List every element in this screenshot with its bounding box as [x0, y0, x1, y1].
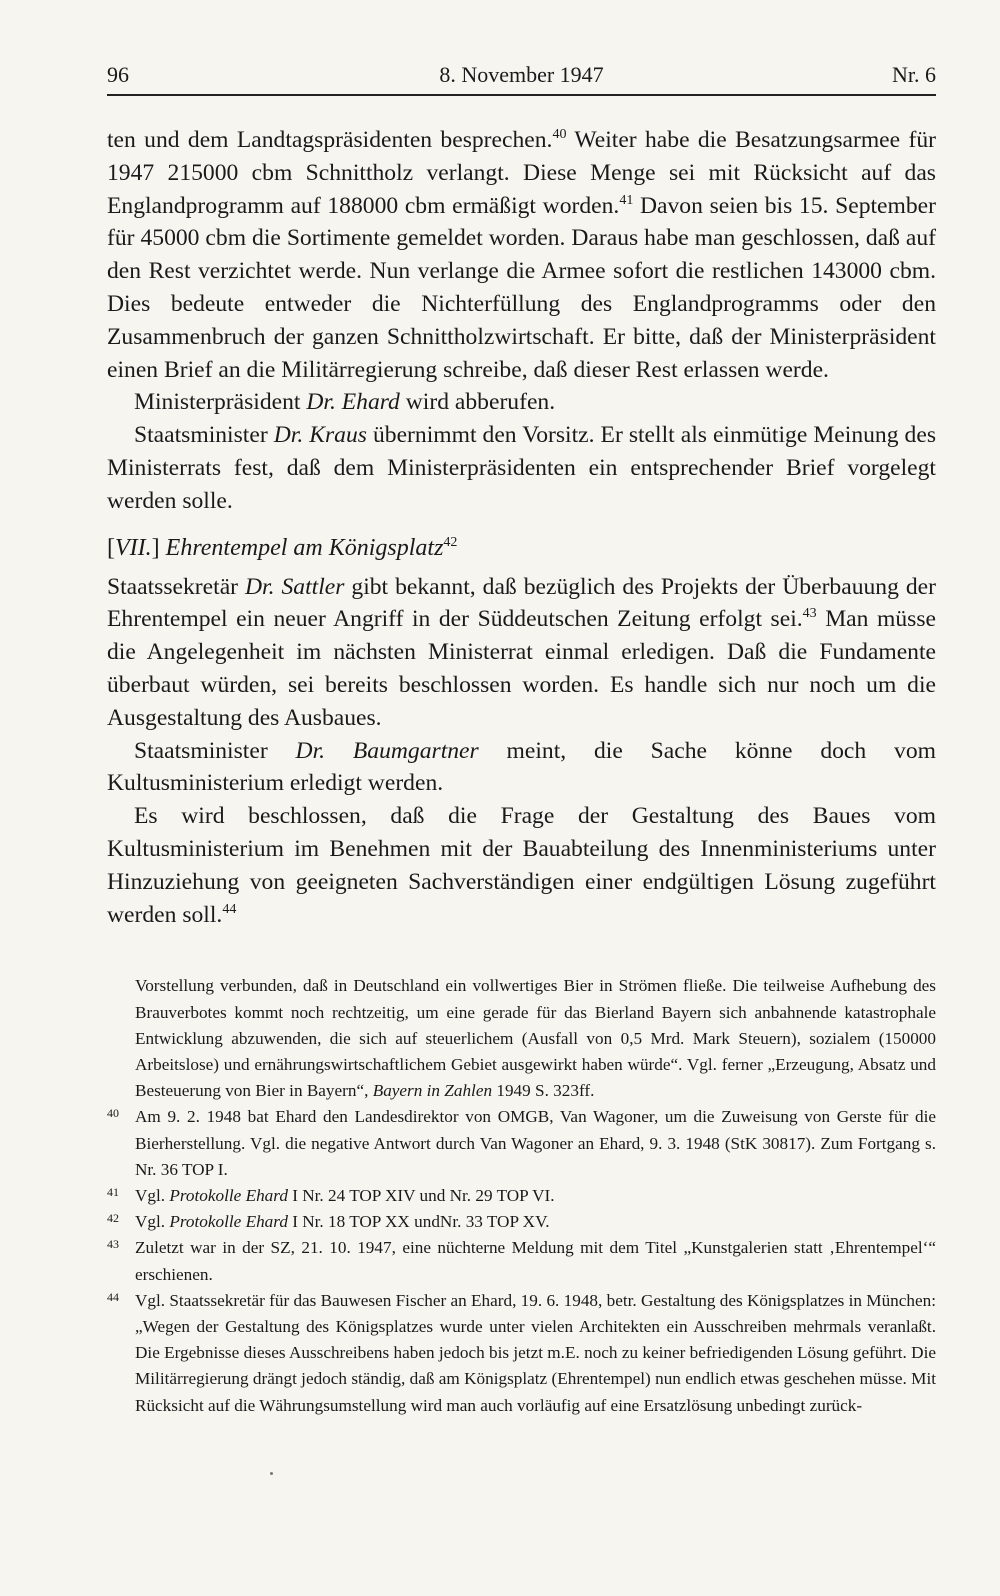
text-run: Staatsminister: [134, 422, 274, 449]
footnote-number: 43: [107, 1237, 119, 1252]
footnote-text: [135, 1209, 936, 1235]
person-name: Dr. Ehard: [306, 389, 400, 416]
footnote-43: [107, 1235, 936, 1287]
footnote-ref: 42: [443, 534, 458, 550]
footnote-number: 42: [107, 1211, 119, 1226]
text-run: Weiter habe die Besatzungsarmee für 1947 215000 cbm Schnittholz verlangt. Diese Menge sei mit Rücksicht auf das Englandprogramm auf 188000 cbm ermäßigt worden.: [107, 127, 936, 219]
person-name: Dr. Kraus: [273, 422, 367, 449]
text-run: gibt bekannt, daß bezüglich des Projekts der Überbauung der Ehrentempel ein neuer Angriff in der Süddeutschen Zeitung erfolgt sei.: [107, 573, 936, 633]
paragraph: [107, 386, 936, 419]
footnote-40: [107, 1104, 936, 1183]
text-run: meint, die Sache könne doch vom Kultusministerium erledigt werden.: [107, 737, 936, 797]
footnote-44: [107, 1288, 936, 1419]
header-date: 8. November 1947: [439, 62, 604, 87]
main-text: [107, 124, 936, 931]
footnote-number: 40: [107, 1106, 119, 1121]
footnote-42: [107, 1209, 936, 1235]
footnote-text: Vgl. Staatssekretär für das Bauwesen Fischer an Ehard, 19. 6. 1948, betr. Gestaltung des Königsplatzes in München: „Wegen der Gestaltung des Königsplatzes wurde unter vielen Architekten ein Ausschreiben mehrmals veranlaßt. Die Ergebnisse dieses Ausschreibens haben jedoch bis jetzt m.E. noch zu keiner befriedigenden Lösung geführt. Die Militärregierung drängt jedoch ständig, daß am Königsplatz (Ehrentempel) nun endlich etwas geschehen müsse. Mit Rücksicht auf die Währungsumstellung wird man auch vorläufig auf eine Ersatzlösung unbedingt zurück-: [135, 1290, 936, 1415]
section-title: Ehrentempel am Königsplatz: [165, 534, 444, 561]
text-run: Man müsse die Angelegenheit im nächsten Ministerrat einmal erledigen. Daß die Fundamente überbaut würden, sei bereits beschlossen worden. Es handle sich nur noch um die Ausgestaltung des Ausbaues.: [107, 606, 936, 731]
text-run: Davon seien bis 15. September für 45000 cbm die Sortimente gemeldet worden. Daraus habe man geschlossen, daß auf den Rest verzichtet werde. Nun verlange die Armee sofort die restlichen 143000 cbm. Dies bedeute entweder die Nichterfüllung des Englandprogramms oder den Zusammenbruch der ganzen Schnittholzwirtschaft. Er bitte, daß der Ministerpräsident einen Brief an die Militärregierung schreibe, daß dieser Rest erlassen werde.: [107, 192, 936, 383]
publication-title: Protokolle Ehard: [169, 1185, 288, 1205]
footnote-number: 44: [107, 1289, 119, 1304]
paper-speck: [270, 1472, 273, 1475]
footnote-text: Zuletzt war in der SZ, 21. 10. 1947, eine nüchterne Meldung mit dem Titel „Kunstgalerien statt ‚Ehrentempel‘“ erschienen.: [135, 1238, 936, 1284]
text-run: Vgl.: [135, 1212, 170, 1232]
footnote-ref: 43: [802, 606, 817, 622]
footnote-ref: 44: [222, 901, 237, 917]
section-heading: [107, 532, 936, 565]
running-header: [107, 60, 936, 96]
paragraph: [107, 124, 936, 386]
text-run: I Nr. 18 TOP XX undNr. 33 TOP XV.: [287, 1212, 550, 1232]
text-run: Ministerpräsident: [134, 389, 307, 416]
footnote-text: Am 9. 2. 1948 bat Ehard den Landesdirektor von OMGB, Van Wagoner, um die Zuweisung von Gerste für die Bierherstellung. Vgl. die negative Antwort durch Van Wagoner an Ehard, 9. 3. 1948 (StK 30817). Zum Fortgang s. Nr. 36 TOP I.: [135, 1107, 936, 1179]
bracket: ]: [151, 534, 166, 561]
text-run: Staatssekretär: [107, 573, 246, 600]
publication-title: Bayern in Zahlen: [372, 1081, 493, 1101]
document-number: Nr. 6: [892, 62, 936, 87]
text-run: Staatsminister: [134, 737, 296, 764]
text-run: 1949 S. 323ff.: [492, 1081, 595, 1101]
text-run: I Nr. 24 TOP XIV und Nr. 29 TOP VI.: [287, 1185, 555, 1205]
text-run: Es wird beschlossen, daß die Frage der Gestaltung des Baues vom Kultusministerium im Benehmen mit der Bauabteilung des Innenministeriums unter Hinzuziehung von geeigneten Sachverständigen einer endgültigen Lösung zugeführt werden soll.: [107, 803, 936, 928]
person-name: Dr. Sattler: [245, 573, 345, 600]
paragraph: [107, 571, 936, 735]
text-run: ten und dem Landtagspräsidenten besprechen.: [107, 127, 553, 153]
footnote-ref: 40: [552, 127, 567, 142]
footnote-41: [107, 1183, 936, 1209]
person-name: Dr. Baumgartner: [295, 737, 479, 764]
text-run: übernimmt den Vorsitz. Er stellt als einmütige Meinung des Ministerrats fest, daß dem Ministerpräsidenten ein entsprechender Brief vorgelegt werden solle.: [107, 422, 936, 514]
page-number: 96: [107, 62, 129, 87]
section-number: VII.: [115, 534, 152, 561]
text-run: Vgl.: [135, 1185, 170, 1205]
publication-title: Protokolle Ehard: [169, 1212, 288, 1232]
bracket: [: [107, 534, 115, 561]
paragraph: [107, 419, 936, 517]
paragraph: [107, 800, 936, 931]
footnotes: [107, 973, 936, 1418]
paragraph: [107, 735, 936, 801]
footnote-text: [135, 1183, 936, 1209]
text-run: Vorstellung verbunden, daß in Deutschland ein vollwertiges Bier in Strömen fließe. Die teilweise Aufhebung des Brauverbotes kommt noch rechtzeitig, um eine gerade für das Bierland Bayern sich anbahnende katastrophale Entwicklung abzuwenden, die sich auf steuerlichem (Ausfall von 0,5 Mrd. Mark Steuern), sozialem (150000 Arbeitslose) und ernährungswirtschaftlichem Gebiet ausgewirkt haben würde“. Vgl. ferner „Erzeugung, Absatz und Besteuerung von Bier in Bayern“,: [135, 976, 936, 1101]
footnote-continuation: [107, 973, 936, 1104]
footnote-ref: 41: [619, 192, 634, 208]
text-run: wird abberufen.: [399, 389, 556, 416]
document-page: [107, 60, 936, 1419]
footnote-number: 41: [107, 1184, 119, 1199]
